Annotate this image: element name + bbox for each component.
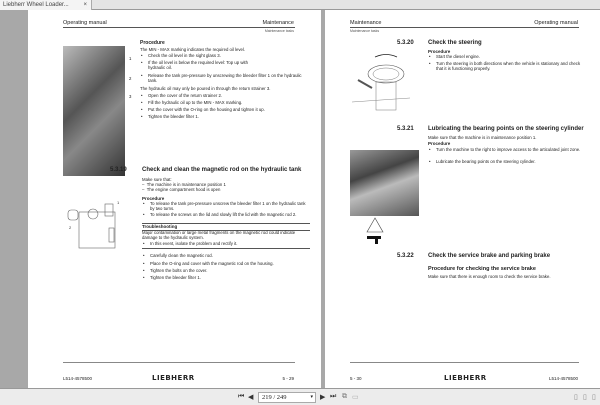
header-right: Maintenance (262, 20, 294, 26)
procedure-heading: Procedure (140, 40, 165, 46)
bullet: • Release the tank pre-pressure by unscrewing the bleeder filter 1 on the hydraulic tank. (140, 73, 310, 83)
last-page-icon[interactable]: ⏭ (330, 393, 337, 400)
callout-1: 1 (129, 56, 132, 61)
bullet: • Turn the machine to the right to improve access to the articulated joint zone. (428, 147, 583, 152)
header-left: Maintenance (350, 20, 382, 26)
intro-text: Make sure that the machine is in maintenance position 1. (428, 135, 537, 140)
footer-rule (63, 362, 295, 363)
svg-text:2: 2 (69, 225, 72, 230)
bullet: • Check the oil level in the sight glass 3. (140, 53, 310, 58)
bullet: • Tighten the bolts on the cover. (142, 268, 310, 273)
bullet: • To release the screws on the lid and slowly lift the lid with the magnetic rod 2. (142, 212, 310, 217)
procedure-heading: Procedure (428, 141, 451, 146)
section-number: 5.3.21 (397, 126, 414, 132)
bullet: • Tighten the bleeder filter 1. (142, 275, 310, 280)
troubleshooting-heading: Troubleshooting (142, 224, 178, 229)
callout-3: 3 (129, 94, 132, 99)
dropdown-icon[interactable]: ▾ (310, 395, 313, 400)
page-number-value: 219 / 249 (262, 394, 287, 401)
hydraulic-tank-diagram (65, 198, 125, 254)
pdf-page-left (28, 10, 321, 388)
dash-item: – The engine compartment hood is open (142, 187, 221, 192)
grease-gun-icon (363, 216, 393, 246)
make-sure-text: Make sure that: (142, 177, 172, 182)
bullet: • If the oil level is below the required level: Top up with hydraulic oil. (140, 60, 250, 70)
liebherr-logo: LIEBHERR (152, 374, 195, 382)
callout-2: 2 (129, 76, 132, 81)
dash-item-text: The engine compartment hood is open (146, 187, 221, 192)
copy-page-icon[interactable]: ⧉ (342, 393, 347, 400)
bullet: • In this event, isolate the problem and rectify it. (142, 241, 310, 246)
troubleshooting-text: Major contamination or large metal fragments on the magnetic rod could indicate damage to the hydraulic system. (142, 230, 296, 241)
next-page-icon[interactable]: ▶ (320, 394, 326, 401)
first-page-icon[interactable]: ⏮ (238, 393, 245, 400)
footer-page-number: 5 - 29 (282, 376, 294, 381)
intro-text: The MIN - MAX marking indicates the required oil level. (140, 47, 246, 52)
bullet: • Place the O-ring and cover with the magnetic rod on the housing. (142, 261, 310, 266)
section-number: 5.3.22 (397, 253, 414, 259)
bullet: • Carefully clean the magnetic rod. (142, 253, 310, 258)
header-sub: Maintenance tasks (350, 29, 380, 33)
section-number: 5.3.19 (110, 167, 127, 173)
hydraulic-tank-photo (63, 46, 125, 176)
tab-bar (0, 0, 600, 10)
footer-doc-number: L514-4578500 (63, 376, 93, 381)
bullet: • Tighten the bleeder filter 1. (140, 114, 310, 119)
steering-wheel-diagram (350, 52, 415, 112)
note-text: The hydraulic oil may only be poured in through the return strainer 3. (140, 86, 271, 91)
bullet: • To release the tank pre-pressure unscrew the bleeder filter 1 on the hydraulic tank by two turns. (142, 201, 310, 211)
footer-doc-number: L514-4578500 (548, 376, 578, 381)
body-text: Make sure that there is enough room to check the service brake. (428, 274, 551, 279)
two-page-view-icon[interactable]: ▯ (583, 394, 587, 401)
rule (142, 248, 310, 249)
page-number-input[interactable] (258, 392, 316, 403)
dash-item: – The machine is in maintenance position 1 (142, 182, 226, 187)
header-rule (63, 27, 295, 28)
header-right: Operating manual (534, 20, 578, 26)
single-page-view-icon[interactable]: ▯ (574, 394, 578, 401)
header-sub: Maintenance tasks (264, 29, 294, 33)
tab-title: Liebherr Wheel Loader... (3, 2, 69, 8)
steering-cylinder-photo (350, 150, 419, 216)
section-number: 5.3.20 (397, 40, 414, 46)
liebherr-logo: LIEBHERR (444, 374, 487, 382)
procedure-heading: Procedure (428, 49, 451, 54)
bullet: • Open the cover of the return strainer 2. (140, 93, 310, 98)
bullet: • Put the cover with the O-ring on the housing and tighten it up. (140, 107, 310, 112)
previous-page-icon[interactable]: ◀ (248, 394, 254, 401)
footer-rule (350, 362, 579, 363)
svg-text:1: 1 (117, 200, 120, 205)
bullet: • Fill the hydraulic oil up to the MIN - MAX marking. (140, 100, 310, 105)
subsection-title: Procedure for checking the service brake (428, 266, 536, 272)
header-left: Operating manual (63, 20, 107, 26)
section-title: Check and clean the magnetic rod on the hydraulic tank (142, 167, 302, 173)
bullet: • Start the diesel engine. (428, 54, 583, 59)
close-tab-icon[interactable]: × (83, 2, 87, 8)
pdf-toolbar (0, 388, 600, 405)
bullet: • Turn the steering in both directions when the vehicle is stationary and check that it is functioning properly. (428, 61, 583, 71)
bullet: • Lubricate the bearing points on the steering cylinder. (428, 159, 583, 164)
procedure-heading-2: Procedure (142, 196, 165, 201)
pdf-page-right (325, 10, 600, 388)
dash-item-text: The machine is in maintenance position 1 (146, 182, 226, 187)
continuous-view-icon[interactable]: ▯ (592, 394, 596, 401)
section-title: Check the steering (428, 40, 482, 46)
footer-page-number: 5 - 30 (350, 376, 362, 381)
fit-page-icon[interactable]: ▭ (352, 394, 359, 401)
header-rule (350, 27, 579, 28)
section-title: Lubricating the bearing points on the steering cylinder (428, 126, 584, 132)
section-title: Check the service brake and parking brake (428, 253, 551, 259)
document-tab[interactable] (0, 0, 92, 10)
